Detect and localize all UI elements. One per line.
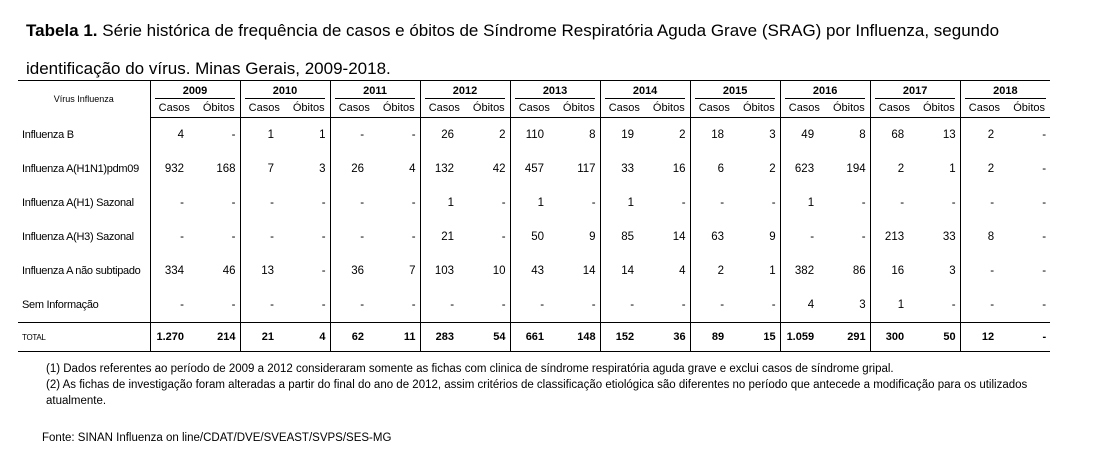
obitos-cell: 3 — [769, 129, 776, 141]
casos-cell: - — [150, 288, 198, 323]
casos-cell: 21 — [240, 323, 288, 352]
casos-cell: 13 — [240, 254, 288, 288]
casos-header: Casos — [330, 99, 378, 118]
casos-cell: - — [240, 288, 288, 323]
casos-cell: - — [510, 288, 558, 323]
casos-cell: - — [330, 288, 378, 323]
obitos-cell: - — [501, 231, 506, 243]
obitos-cell: 1 — [319, 129, 326, 141]
data-table-wrapper — [18, 80, 1050, 352]
casos-cell: 49 — [780, 118, 828, 153]
casos-cell: 2 — [960, 152, 1008, 186]
srag-table — [18, 80, 1050, 352]
obitos-cell: 46 — [222, 265, 236, 277]
obitos-cell: 1 — [949, 163, 956, 175]
obitos-cell: - — [1042, 197, 1047, 209]
obitos-cell: - — [771, 299, 776, 311]
table-row — [18, 186, 1050, 220]
obitos-cell: 7 — [409, 265, 416, 277]
year-label: 2017 — [875, 85, 955, 99]
year-label: 2015 — [695, 85, 775, 99]
obitos-cell: - — [321, 197, 326, 209]
casos-cell: 1.270 — [150, 323, 198, 352]
year-header — [600, 81, 690, 100]
casos-header: Casos — [420, 99, 468, 118]
obitos-header: Óbitos — [288, 99, 330, 118]
obitos-cell: - — [951, 299, 956, 311]
obitos-cell: - — [321, 299, 326, 311]
obitos-cell: - — [321, 231, 326, 243]
obitos-cell: 168 — [216, 163, 236, 175]
caption-label: Tabela 1. — [26, 21, 98, 40]
casos-cell: 2 — [690, 254, 738, 288]
casos-cell: 16 — [870, 254, 918, 288]
casos-cell: 68 — [870, 118, 918, 153]
obitos-cell: 14 — [672, 231, 686, 243]
table-body — [18, 118, 1050, 352]
row-label: TOTAL — [18, 323, 150, 352]
obitos-cell: 8 — [589, 129, 596, 141]
footnotes — [42, 361, 1062, 409]
obitos-cell: 4 — [409, 163, 416, 175]
row-label: Influenza B — [18, 118, 150, 153]
obitos-cell: - — [1008, 323, 1050, 352]
obitos-cell: 13 — [942, 129, 956, 141]
obitos-cell: - — [861, 197, 866, 209]
casos-cell: 26 — [330, 152, 378, 186]
casos-cell: 152 — [600, 323, 648, 352]
obitos-cell: 42 — [492, 163, 506, 175]
year-label: 2012 — [425, 85, 505, 99]
casos-cell: 382 — [780, 254, 828, 288]
table-row — [18, 323, 1050, 352]
row-label: Sem Informação — [18, 288, 150, 323]
casos-cell: - — [870, 186, 918, 220]
subheader-row — [18, 99, 1050, 118]
year-label: 2011 — [335, 85, 415, 99]
row-label: Influenza A(H1) Sazonal — [18, 186, 150, 220]
obitos-cell: - — [681, 197, 686, 209]
casos-cell: 36 — [330, 254, 378, 288]
obitos-cell: - — [591, 197, 596, 209]
obitos-cell: 16 — [672, 163, 686, 175]
year-label: 2016 — [785, 85, 865, 99]
obitos-cell: 33 — [942, 231, 956, 243]
obitos-cell: 3 — [949, 265, 956, 277]
obitos-cell: 50 — [918, 323, 960, 352]
obitos-cell: 14 — [582, 265, 596, 277]
obitos-cell: 1 — [769, 265, 776, 277]
obitos-cell: 194 — [846, 163, 866, 175]
casos-header: Casos — [690, 99, 738, 118]
year-header — [690, 81, 780, 100]
table-row — [18, 152, 1050, 186]
obitos-header: Óbitos — [738, 99, 780, 118]
obitos-cell: - — [411, 197, 416, 209]
casos-cell: - — [330, 186, 378, 220]
obitos-cell: 54 — [468, 323, 510, 352]
footnote-2: (2) As fichas de investigação foram alteradas a partir do final do ano de 2012, assim critérios de classificação etiológica são diferentes no período que antecede a modificação para os utilizados atualmente. — [46, 379, 1028, 407]
obitos-cell: - — [681, 299, 686, 311]
obitos-cell: - — [411, 231, 416, 243]
casos-cell: - — [240, 220, 288, 254]
obitos-cell: - — [1042, 299, 1047, 311]
footnote-1: (1) Dados referentes ao período de 2009 a 2012 consideraram somente as fichas com clinica de síndrome respiratória aguda grave e exclui casos de síndrome gripal. — [46, 363, 894, 375]
obitos-header: Óbitos — [198, 99, 240, 118]
casos-header: Casos — [780, 99, 828, 118]
casos-cell: 12 — [960, 323, 1008, 352]
year-label: 2009 — [155, 85, 235, 99]
casos-cell: 26 — [420, 118, 468, 153]
casos-cell: 4 — [780, 288, 828, 323]
casos-cell: - — [600, 288, 648, 323]
casos-cell: 1 — [420, 186, 468, 220]
obitos-cell: - — [1042, 231, 1047, 243]
casos-cell: 2 — [870, 152, 918, 186]
casos-cell: 8 — [960, 220, 1008, 254]
obitos-cell: - — [1042, 129, 1047, 141]
casos-cell: 1 — [510, 186, 558, 220]
casos-cell: 623 — [780, 152, 828, 186]
casos-cell: 283 — [420, 323, 468, 352]
year-header — [420, 81, 510, 100]
casos-cell: 4 — [150, 118, 198, 153]
obitos-cell: 15 — [738, 323, 780, 352]
row-label: Influenza A não subtipado — [18, 254, 150, 288]
year-label: 2013 — [515, 85, 595, 99]
year-header — [510, 81, 600, 100]
casos-header: Casos — [510, 99, 558, 118]
obitos-cell: 3 — [319, 163, 326, 175]
obitos-cell: - — [771, 197, 776, 209]
obitos-cell: 9 — [769, 231, 776, 243]
casos-cell: 62 — [330, 323, 378, 352]
casos-cell: 300 — [870, 323, 918, 352]
casos-header: Casos — [870, 99, 918, 118]
table-row — [18, 118, 1050, 153]
obitos-cell: - — [411, 129, 416, 141]
obitos-cell: - — [861, 231, 866, 243]
year-header — [330, 81, 420, 100]
casos-header: Casos — [150, 99, 198, 118]
obitos-cell: 4 — [288, 323, 330, 352]
casos-cell: 1.059 — [780, 323, 828, 352]
obitos-cell: - — [1042, 163, 1047, 175]
casos-cell: - — [330, 118, 378, 153]
casos-cell: 7 — [240, 152, 288, 186]
casos-cell: 1 — [600, 186, 648, 220]
casos-cell: - — [150, 186, 198, 220]
table-row — [18, 288, 1050, 323]
row-label: Influenza A(H1N1)pdm09 — [18, 152, 150, 186]
casos-cell: - — [150, 220, 198, 254]
obitos-cell: 11 — [378, 323, 420, 352]
casos-cell: 63 — [690, 220, 738, 254]
obitos-cell: 9 — [589, 231, 596, 243]
virus-header: Vírus Influenza — [18, 81, 150, 118]
obitos-cell: - — [951, 197, 956, 209]
obitos-cell: 3 — [859, 299, 866, 311]
obitos-cell: - — [501, 299, 506, 311]
table-caption — [26, 12, 1086, 88]
year-header — [150, 81, 240, 100]
obitos-cell: 10 — [492, 265, 506, 277]
obitos-cell: - — [321, 265, 326, 277]
row-label: Influenza A(H3) Sazonal — [18, 220, 150, 254]
obitos-header: Óbitos — [378, 99, 420, 118]
obitos-cell: 8 — [859, 129, 866, 141]
obitos-cell: - — [591, 299, 596, 311]
casos-cell: 43 — [510, 254, 558, 288]
casos-cell: - — [960, 254, 1008, 288]
casos-cell: - — [330, 220, 378, 254]
obitos-cell: - — [411, 299, 416, 311]
obitos-cell: 2 — [769, 163, 776, 175]
casos-cell: 1 — [870, 288, 918, 323]
obitos-cell: - — [1042, 265, 1047, 277]
casos-cell: 2 — [960, 118, 1008, 153]
casos-cell: 1 — [240, 118, 288, 153]
casos-cell: 14 — [600, 254, 648, 288]
casos-cell: 18 — [690, 118, 738, 153]
casos-cell: - — [960, 186, 1008, 220]
year-header-row — [18, 81, 1050, 100]
year-header — [870, 81, 960, 100]
casos-cell: 50 — [510, 220, 558, 254]
year-label: 2018 — [965, 85, 1045, 99]
obitos-header: Óbitos — [648, 99, 690, 118]
obitos-header: Óbitos — [468, 99, 510, 118]
obitos-cell: 36 — [648, 323, 690, 352]
obitos-cell: 117 — [577, 163, 596, 175]
casos-cell: 85 — [600, 220, 648, 254]
obitos-header: Óbitos — [918, 99, 960, 118]
casos-cell: 21 — [420, 220, 468, 254]
table-row — [18, 220, 1050, 254]
casos-cell: 110 — [510, 118, 558, 153]
obitos-cell: - — [501, 197, 506, 209]
casos-cell: - — [690, 186, 738, 220]
casos-cell: 213 — [870, 220, 918, 254]
obitos-cell: - — [231, 231, 236, 243]
year-label: 2010 — [245, 85, 325, 99]
obitos-cell: 4 — [679, 265, 686, 277]
obitos-header: Óbitos — [558, 99, 600, 118]
obitos-header: Óbitos — [1008, 99, 1050, 118]
table-row — [18, 254, 1050, 288]
obitos-cell: - — [231, 129, 236, 141]
casos-header: Casos — [600, 99, 648, 118]
obitos-header: Óbitos — [828, 99, 870, 118]
year-header — [780, 81, 870, 100]
obitos-cell: 214 — [198, 323, 240, 352]
obitos-cell: - — [231, 197, 236, 209]
casos-cell: 132 — [420, 152, 468, 186]
casos-cell: 334 — [150, 254, 198, 288]
casos-header: Casos — [240, 99, 288, 118]
obitos-cell: 148 — [558, 323, 600, 352]
casos-cell: - — [780, 220, 828, 254]
casos-cell: - — [420, 288, 468, 323]
year-header — [960, 81, 1050, 100]
casos-cell: 661 — [510, 323, 558, 352]
casos-cell: 19 — [600, 118, 648, 153]
caption-text: Série histórica de frequência de casos e óbitos de Síndrome Respiratória Aguda Grave (SRAG) por Influenza, segundo identificação do vírus. Minas Gerais, 2009-2018. — [26, 21, 1000, 78]
casos-cell: - — [690, 288, 738, 323]
casos-cell: 89 — [690, 323, 738, 352]
year-label: 2014 — [605, 85, 685, 99]
source-note: Fonte: SINAN Influenza on line/CDAT/DVE/SVEAST/SVPS/SES-MG — [42, 432, 392, 444]
casos-cell: 932 — [150, 152, 198, 186]
obitos-cell: - — [231, 299, 236, 311]
casos-cell: 1 — [780, 186, 828, 220]
year-header — [240, 81, 330, 100]
obitos-cell: 2 — [499, 129, 506, 141]
casos-cell: - — [960, 288, 1008, 323]
obitos-cell: 2 — [679, 129, 686, 141]
obitos-cell: 86 — [852, 265, 866, 277]
casos-cell: 33 — [600, 152, 648, 186]
casos-header: Casos — [960, 99, 1008, 118]
obitos-cell: 291 — [828, 323, 870, 352]
casos-cell: - — [240, 186, 288, 220]
casos-cell: 6 — [690, 152, 738, 186]
casos-cell: 457 — [510, 152, 558, 186]
casos-cell: 103 — [420, 254, 468, 288]
